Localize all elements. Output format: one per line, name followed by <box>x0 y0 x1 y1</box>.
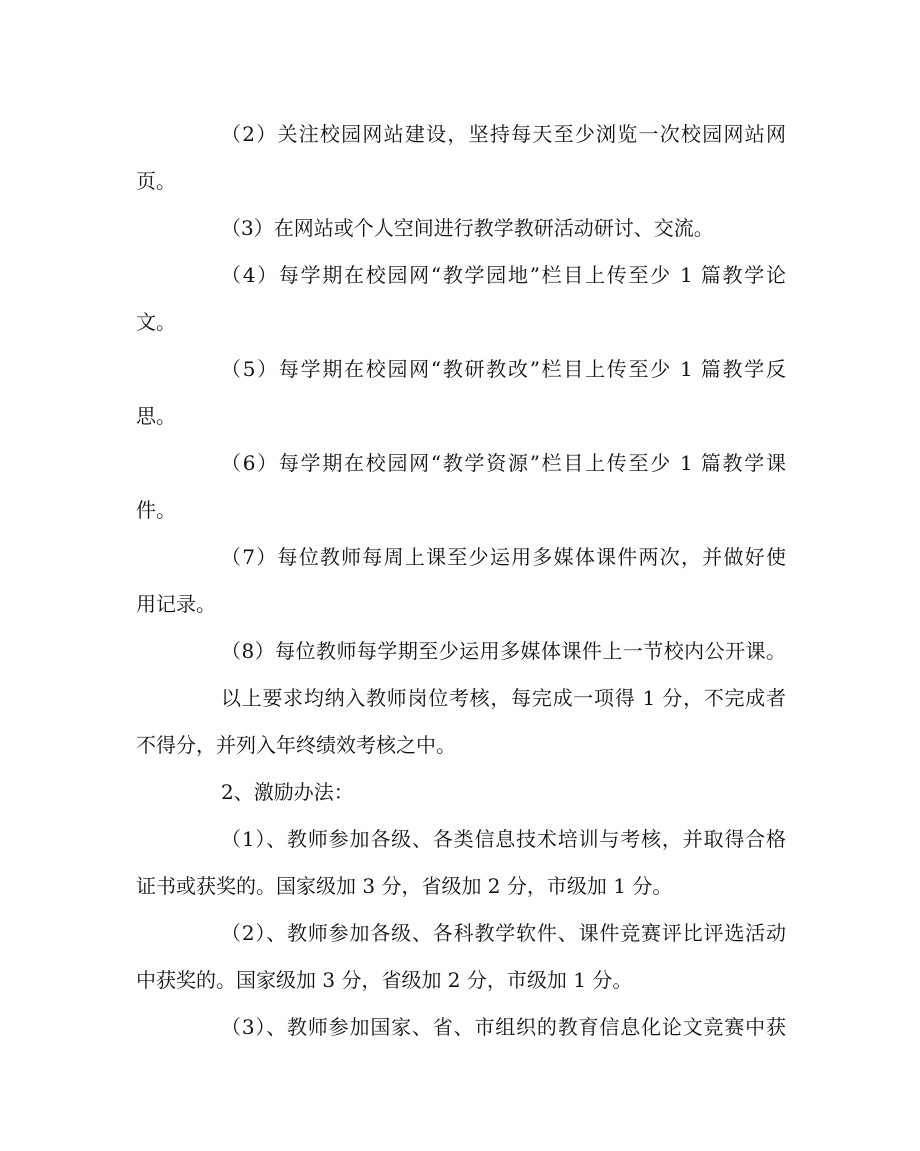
paragraph-item-2-line-2: 页。 <box>136 169 176 193</box>
incentive-item-2-line-2: 中获奖的。国家级加 3 分，省级加 2 分，市级加 1 分。 <box>136 968 633 992</box>
paragraph-item-8: （8）每位教师每学期至少运用多媒体课件上一节校内公开课。 <box>221 639 786 663</box>
incentive-item-1-line-1: （1）、教师参加各级、各类信息技术培训与考核，并取得合格 <box>221 827 786 851</box>
paragraph-item-2-line-1: （2）关注校园网站建设，坚持每天至少浏览一次校园网站网 <box>221 122 786 146</box>
paragraph-item-6-line-2: 件。 <box>136 498 176 522</box>
paragraph-summary-line-1: 以上要求均纳入教师岗位考核，每完成一项得 1 分，不完成者 <box>221 686 786 710</box>
paragraph-item-5-line-2: 思。 <box>136 404 176 428</box>
paragraph-item-4-line-2: 文。 <box>136 310 176 334</box>
paragraph-item-7-line-1: （7）每位教师每周上课至少运用多媒体课件两次，并做好使 <box>221 545 786 569</box>
incentive-item-2-line-1: （2）、教师参加各级、各科教学软件、课件竞赛评比评选活动 <box>221 921 786 945</box>
paragraph-item-6-line-1: （6）每学期在校园网“教学资源”栏目上传至少 1 篇教学课 <box>221 451 786 475</box>
paragraph-item-7-line-2: 用记录。 <box>136 592 216 616</box>
section-heading-incentives: 2、激励办法： <box>221 780 354 804</box>
paragraph-summary-line-2: 不得分，并列入年终绩效考核之中。 <box>136 733 456 757</box>
paragraph-item-4-line-1: （4）每学期在校园网“教学园地”栏目上传至少 1 篇教学论 <box>221 263 786 287</box>
incentive-item-3-line-1: （3）、教师参加国家、省、市组织的教育信息化论文竞赛中获 <box>221 1015 786 1039</box>
paragraph-item-5-line-1: （5）每学期在校园网“教研教改”栏目上传至少 1 篇教学反 <box>221 357 786 381</box>
incentive-item-1-line-2: 证书或获奖的。国家级加 3 分，省级加 2 分，市级加 1 分。 <box>136 874 673 898</box>
paragraph-item-3: （3）在网站或个人空间进行教学教研活动研讨、交流。 <box>221 216 714 240</box>
